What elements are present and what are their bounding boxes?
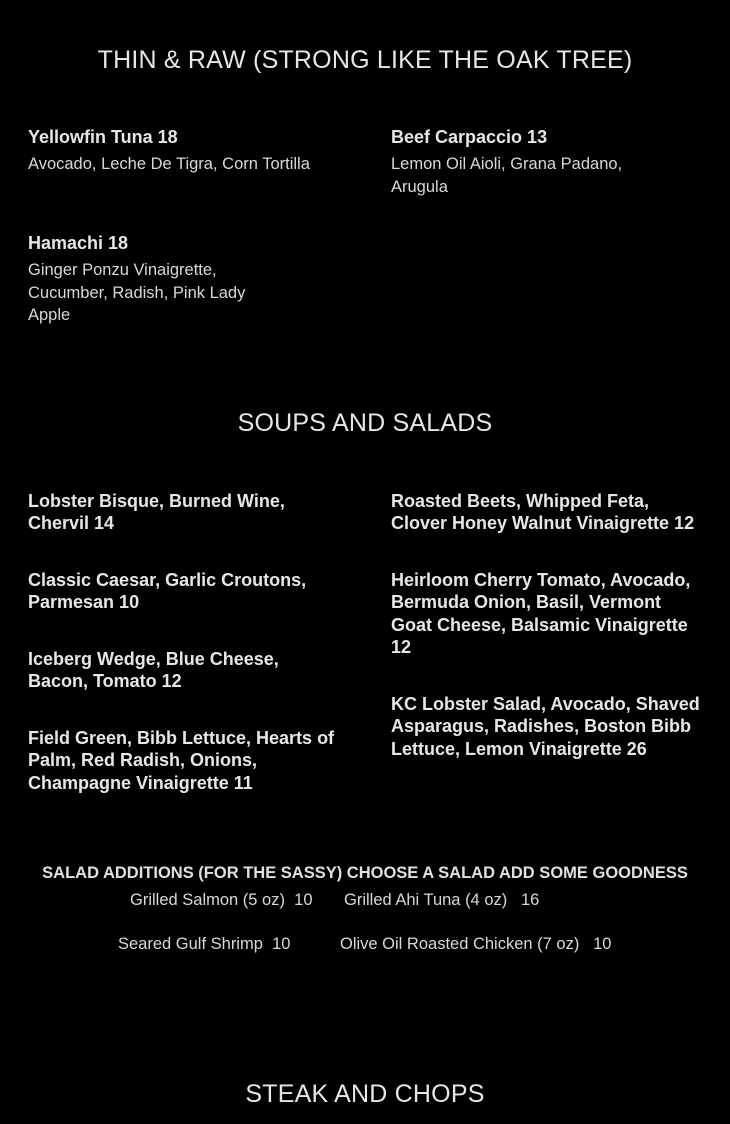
menu-item-name: Beef Carpaccio 13	[391, 127, 548, 147]
salad-item: Classic Caesar, Garlic Croutons, Parmesan 10	[28, 570, 307, 613]
salad-item: Iceberg Wedge, Blue Cheese, Bacon, Tomato 12	[28, 649, 279, 692]
salad-item: Lobster Bisque, Burned Wine, Chervil 14	[28, 491, 285, 534]
menu-item-description: Lemon Oil Aioli, Grana Padano, Arugula	[391, 155, 623, 196]
salad-addition-item: Seared Gulf Shrimp 10	[118, 935, 291, 953]
menu-item-description: Ginger Ponzu Vinaigrette, Cucumber, Radish, Pink Lady Apple	[28, 261, 246, 324]
section-title-thin-raw: THIN & RAW (STRONG LIKE THE OAK TREE)	[97, 46, 633, 74]
menu-item-name: Yellowfin Tuna 18	[28, 127, 178, 147]
salad-item: Heirloom Cherry Tomato, Avocado, Bermuda Onion, Basil, Vermont Goat Cheese, Balsamic Vinaigrette 12	[391, 570, 691, 657]
section-title-soups-salads: SOUPS AND SALADS	[237, 409, 493, 437]
salad-addition-item: Grilled Ahi Tuna (4 oz) 16	[344, 891, 540, 909]
salad-item: KC Lobster Salad, Avocado, Shaved Asparagus, Radishes, Boston Bibb Lettuce, Lemon Vinaigrette 26	[391, 694, 700, 759]
salad-addition-item: Olive Oil Roasted Chicken (7 oz) 10	[340, 935, 612, 953]
menu-item-name: Hamachi 18	[28, 233, 129, 253]
menu-item	[28, 126, 318, 176]
menu-item	[28, 232, 268, 327]
salad-item: Roasted Beets, Whipped Feta, Clover Honey Walnut Vinaigrette 12	[391, 491, 695, 534]
salad-item: Field Green, Bibb Lettuce, Hearts of Palm, Red Radish, Onions, Champagne Vinaigrette 11	[28, 728, 335, 793]
salad-additions-title: SALAD ADDITIONS (FOR THE SASSY) CHOOSE A SALAD ADD SOME GOODNESS	[42, 864, 688, 882]
menu-item-description: Avocado, Leche De Tigra, Corn Tortilla	[28, 155, 310, 173]
salad-addition-item: Grilled Salmon (5 oz) 10	[130, 891, 313, 909]
section-title-steak-chops: STEAK AND CHOPS	[245, 1080, 485, 1108]
menu-item	[391, 126, 651, 198]
